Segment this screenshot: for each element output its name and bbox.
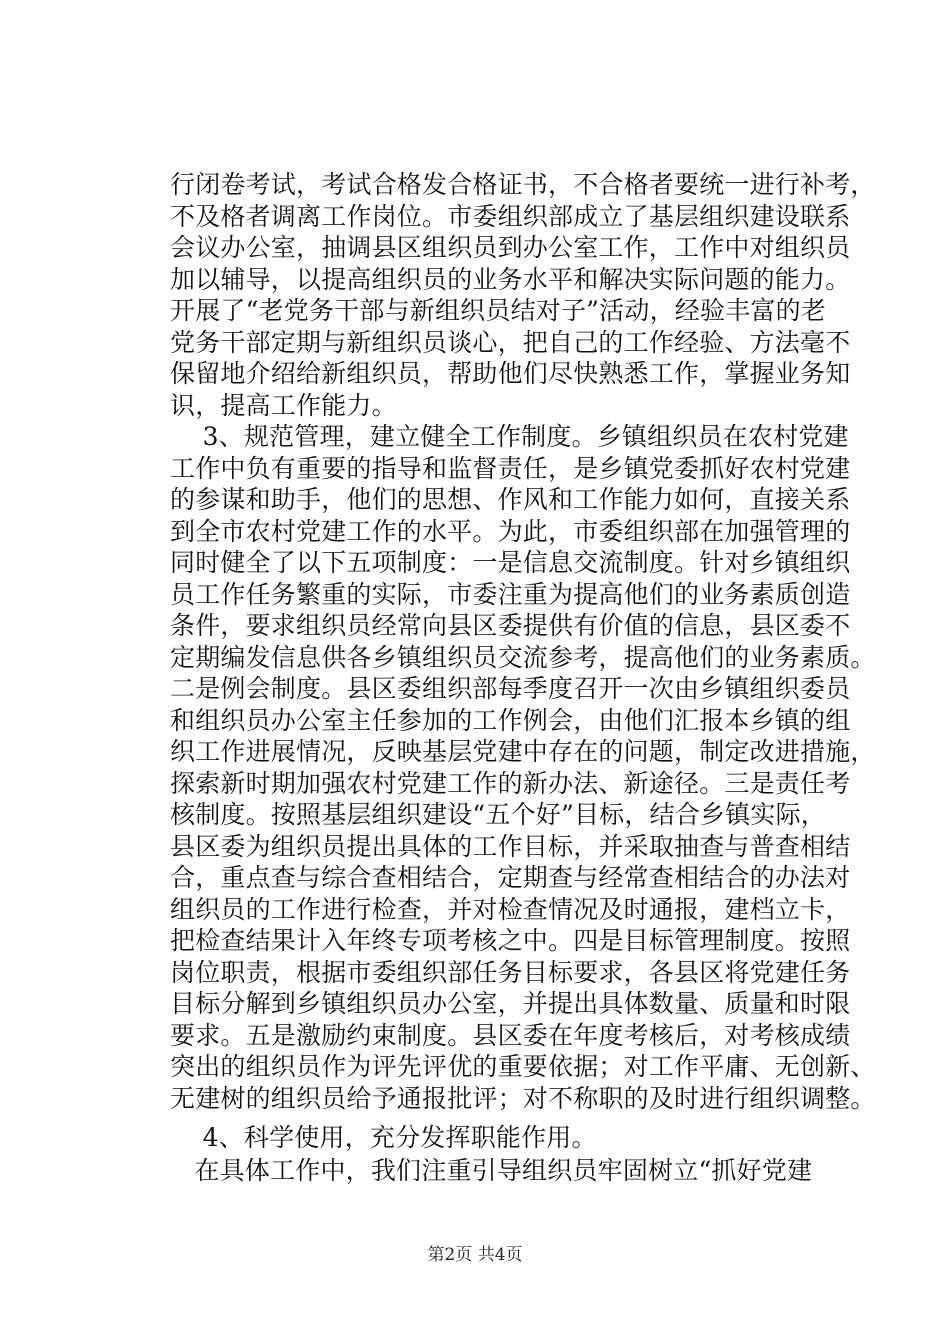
- page-number-footer: 第2页 共4页: [427, 1245, 523, 1265]
- text-line: 不及格者调离工作岗位。市委组织部成立了基层组织建设联系: [170, 201, 851, 231]
- text-line: 的参谋和助手，他们的思想、作风和工作能力如何，直接关系: [170, 485, 851, 514]
- text-line: 组织员的工作进行检查，并对检查情况及时通报，建档立卡，: [170, 894, 851, 924]
- text-line: 核制度。按照基层组织建设“五个好”目标，结合乡镇实际，: [170, 800, 826, 829]
- text-line: 行闭卷考试，考试合格发合格证书，不合格者要统一进行补考，: [170, 170, 876, 199]
- text-line: 党务干部定期与新组织员谈心，把自己的工作经验、方法毫不: [170, 327, 851, 357]
- text-line: 同时健全了以下五项制度：一是信息交流制度。针对乡镇组织: [170, 548, 851, 577]
- text-line: 4、科学使用，充分发挥职能作用。: [170, 1123, 597, 1152]
- text-line: 县区委为组织员提出具体的工作目标，并采取抽查与普查相结: [170, 831, 851, 861]
- text-line: 织工作进展情况，反映基层党建中存在的问题，制定改进措施，: [170, 737, 876, 766]
- text-line: 保留地介绍给新组织员，帮助他们尽快熟悉工作，掌握业务知: [170, 359, 851, 388]
- text-line: 到全市农村党建工作的水平。为此，市委组织部在加强管理的: [170, 516, 851, 546]
- text-line: 和组织员办公室主任参加的工作例会，由他们汇报本乡镇的组: [170, 705, 851, 735]
- text-line: 员工作任务繁重的实际，市委注重为提高他们的业务素质创造: [170, 579, 851, 609]
- text-line: 在具体工作中，我们注重引导组织员牢固树立“抓好党建: [170, 1156, 813, 1185]
- text-line: 加以辅导，以提高组织员的业务水平和解决实际问题的能力。: [170, 264, 851, 294]
- paragraph-block-3: [170, 1155, 860, 1187]
- text-line: 探索新时期加强农村党建工作的新办法、新途径。三是责任考: [170, 768, 851, 798]
- paragraph-block-2: [170, 421, 876, 1114]
- text-line: 把检查结果计入年终专项考核之中。四是目标管理制度。按照: [170, 926, 851, 955]
- text-line: 无建树的组织员给予通报批评；对不称职的及时进行组织调整。: [170, 1083, 876, 1113]
- text-line: 二是例会制度。县区委组织部每季度召开一次由乡镇组织委员: [170, 674, 851, 703]
- text-line: 合，重点查与综合查相结合，定期查与经常查相结合的办法对: [170, 863, 851, 892]
- text-line: 3、规范管理，建立健全工作制度。乡镇组织员在农村党建: [170, 422, 849, 451]
- text-line: 识，提高工作能力。: [170, 390, 397, 420]
- text-line: 要求。五是激励约束制度。县区委在年度考核后，对考核成绩: [170, 1020, 851, 1050]
- text-line: 会议办公室，抽调县区组织员到办公室工作，工作中对组织员: [170, 233, 851, 262]
- section-heading-4: [170, 1122, 860, 1154]
- text-line: 工作中负有重要的指导和监督责任，是乡镇党委抓好农村党建: [170, 453, 851, 483]
- paragraph-block-1: [170, 169, 876, 421]
- text-line: 定期编发信息供各乡镇组织员交流参考，提高他们的业务素质。: [170, 642, 876, 672]
- text-line: 条件，要求组织员经常向县区委提供有价值的信息，县区委不: [170, 611, 851, 640]
- text-line: 开展了“老党务干部与新组织员结对子”活动，经验丰富的老: [170, 296, 826, 325]
- text-line: 岗位职责，根据市委组织部任务目标要求，各县区将党建任务: [170, 957, 851, 987]
- text-line: 突出的组织员作为评先评优的重要依据；对工作平庸、无创新、: [170, 1052, 876, 1081]
- text-line: 目标分解到乡镇组织员办公室，并提出具体数量、质量和时限: [170, 989, 851, 1018]
